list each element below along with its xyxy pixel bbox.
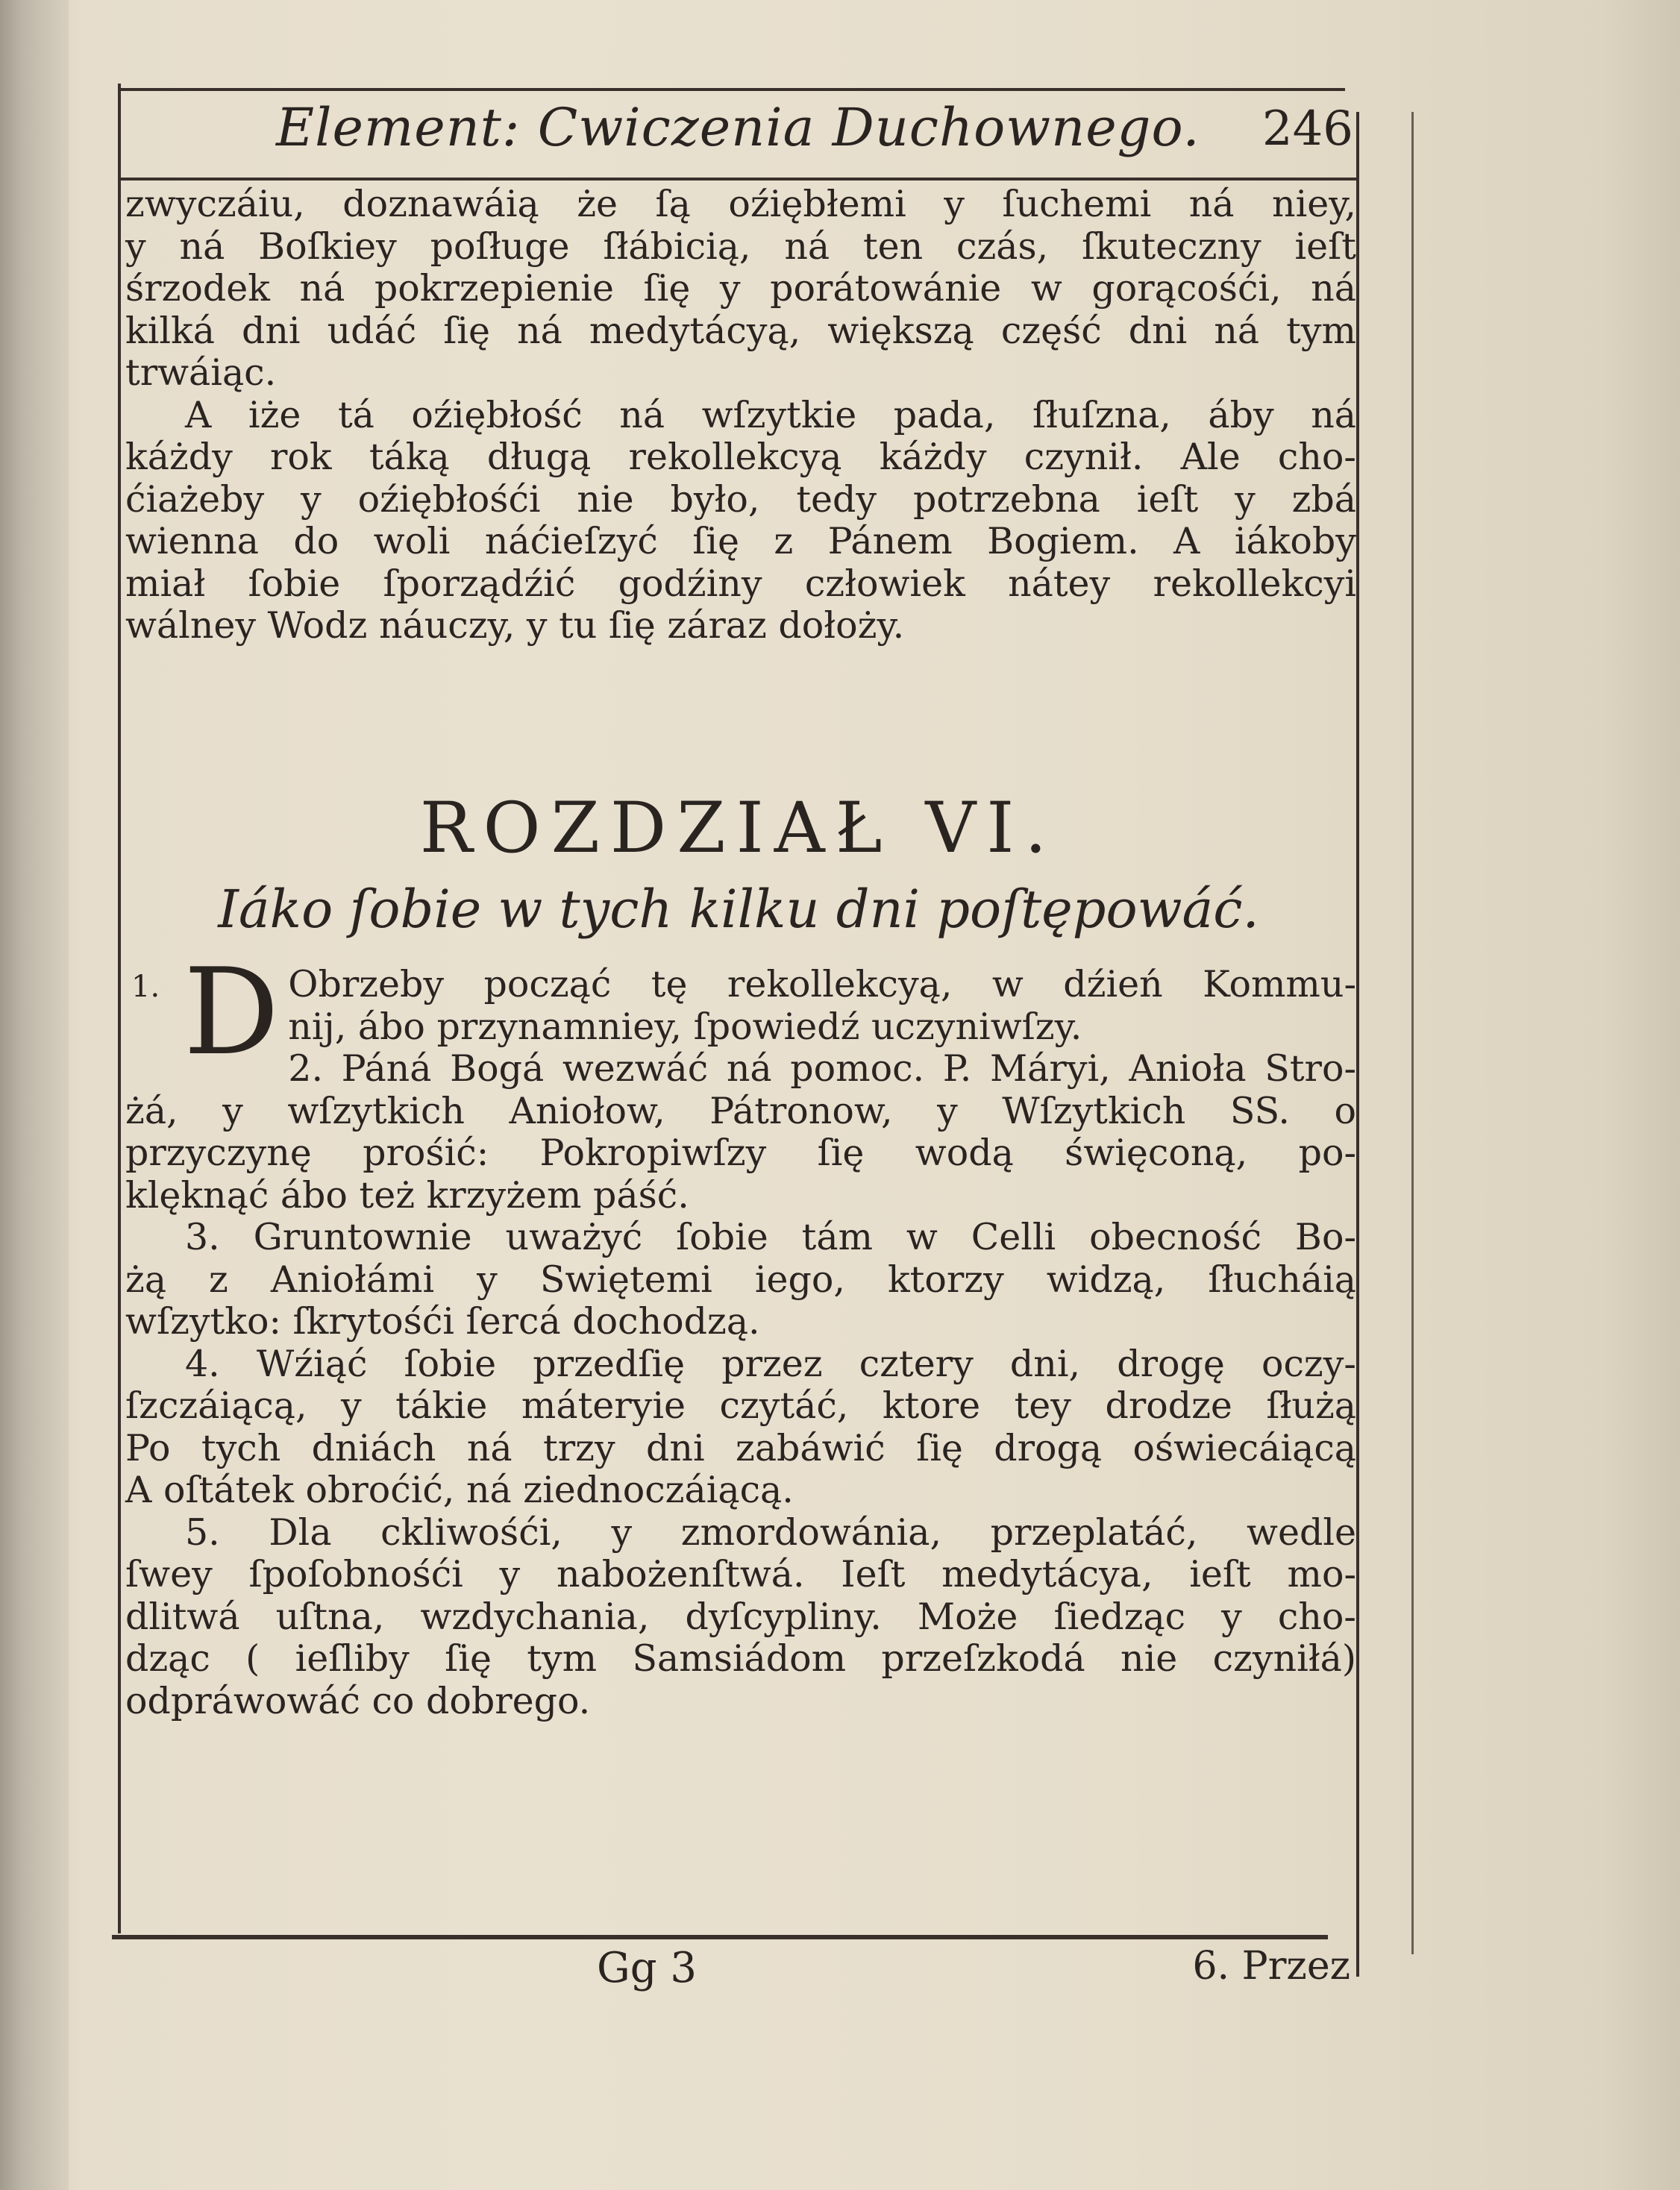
running-title: Element: Cwiczenia Duchownego. bbox=[276, 97, 1200, 158]
body-text bbox=[125, 183, 1356, 647]
text-line: odpráwowáć co dobrego. bbox=[125, 1679, 591, 1722]
signature-mark: Gg 3 bbox=[597, 1944, 698, 1992]
text-line: miał ſobie ſporządźić godźiny człowiek nátey rekollekcyi bbox=[125, 562, 1356, 605]
text-line: Po tych dniách ná trzy dni zabáwić ſię drogą oświecáiącą bbox=[125, 1426, 1356, 1469]
header-rule bbox=[121, 178, 1359, 181]
text-line: wienna do woli náćieſzyć ſię z Pánem Bogiem. A iákoby bbox=[125, 520, 1356, 562]
frame-outer-rule bbox=[1411, 112, 1414, 1954]
page-footer bbox=[119, 1944, 1358, 2004]
text-line: ſwey ſpoſobnośći y nabożenſtwá. Ieſt medytácya, ieſt mo- bbox=[125, 1553, 1356, 1596]
binding-gutter bbox=[0, 0, 69, 2190]
text-line: káżdy rok táką długą rekollekcyą káżdy czynił. Ale cho- bbox=[125, 436, 1356, 478]
paragraph bbox=[125, 183, 1356, 395]
text-line: 4. Wźiąć ſobie przedſię przez cztery dni, drogę oczy- bbox=[185, 1342, 1356, 1385]
bottom-rule bbox=[112, 1935, 1328, 1939]
drop-capital: D bbox=[184, 942, 280, 1082]
text-line: A oſtátek obroćić, ná ziednoczáiącą. bbox=[125, 1469, 794, 1511]
text-line: trwáiąc. bbox=[125, 351, 277, 394]
text-line: wſzytko: ſkrytośći ſercá dochodzą. bbox=[125, 1300, 760, 1343]
catchword: 6. Przez bbox=[1192, 1944, 1350, 1989]
text-line: przyczynę prośić: Pokropiwſzy ſię wodą święconą, po- bbox=[125, 1132, 1356, 1174]
list-item bbox=[125, 1048, 1356, 1217]
text-line: 3. Gruntownie uważyć ſobie tám w Celli obecność Bo- bbox=[185, 1216, 1356, 1258]
text-line: dlitwá uſtna, wzdychania, dyſcypliny. Może ſiedząc y cho- bbox=[125, 1595, 1356, 1638]
text-line: wálney Wodz náuczy, y tu ſię záraz dołoży. bbox=[125, 604, 905, 647]
text-line: zwyczáiu, doznawáią że ſą oźiębłemi y ſuchemi ná niey, bbox=[125, 183, 1356, 225]
list-item bbox=[125, 1343, 1356, 1512]
text-line: 2. Páná Bogá wezwáć ná pomoc. P. Máryi, Anioła Stro- bbox=[288, 1047, 1356, 1090]
frame-left-rule bbox=[118, 84, 121, 1933]
text-line: dząc ( ieſliby ſię tym Samsiádom przeſzkodá nie czyniłá) bbox=[125, 1637, 1356, 1680]
top-rule bbox=[118, 88, 1345, 91]
text-line: śrzodek ná pokrzepienie ſię y porátowánie w gorącośći, ná bbox=[125, 267, 1356, 310]
list-item bbox=[125, 1217, 1356, 1343]
text-line: 5. Dla ckliwośći, y zmordowánia, przeplatáć, wedle bbox=[185, 1510, 1356, 1554]
text-line: y ná Boſkiey poſługe ſłábicią, ná ten czás, ſkuteczny ieſt bbox=[125, 225, 1356, 268]
paragraph bbox=[125, 395, 1356, 647]
text-line: Obrzeby począć tę rekollekcyą, w dźień Kommu- bbox=[288, 963, 1356, 1005]
text-line: ſzczáiącą, y tákie máteryie czytáć, ktore tey drodze ſłużą bbox=[125, 1384, 1356, 1427]
text-line: klęknąć ábo też krzyżem páść. bbox=[125, 1173, 689, 1217]
running-head bbox=[119, 95, 1358, 176]
frame-right-rule bbox=[1356, 112, 1359, 1977]
numbered-list bbox=[125, 942, 1356, 1722]
item-number: 1. bbox=[131, 970, 160, 1004]
page-number: 246 bbox=[1261, 101, 1353, 157]
text-line: żą z Aniołámi y Swiętemi iego, ktorzy widzą, ſłucháią bbox=[125, 1258, 1356, 1301]
text-line: kilká dni udáć ſię ná medytácyą, większą część dni ná tym bbox=[125, 309, 1356, 352]
chapter-subtitle: Iáko ſobie w tych kilku dni poſtępowáć. bbox=[218, 879, 1259, 940]
text-line: A iże tá oźiębłość ná wſzytkie pada, ſłuſzna, áby ná bbox=[185, 393, 1356, 436]
text-line: nij, ábo przynamniey, ſpowiedź uczyniwſzy. bbox=[288, 1005, 1082, 1048]
text-line: żá, y wſzytkich Aniołow, Pátronow, y Wſzytkich SS. o bbox=[125, 1089, 1356, 1132]
list-item bbox=[125, 1512, 1356, 1723]
text-line: ćiażeby y oźiębłośći nie było, tedy potrzebna ieſt y zbá bbox=[125, 477, 1356, 521]
chapter-heading: ROZDZIAŁ VI. bbox=[419, 788, 1058, 869]
